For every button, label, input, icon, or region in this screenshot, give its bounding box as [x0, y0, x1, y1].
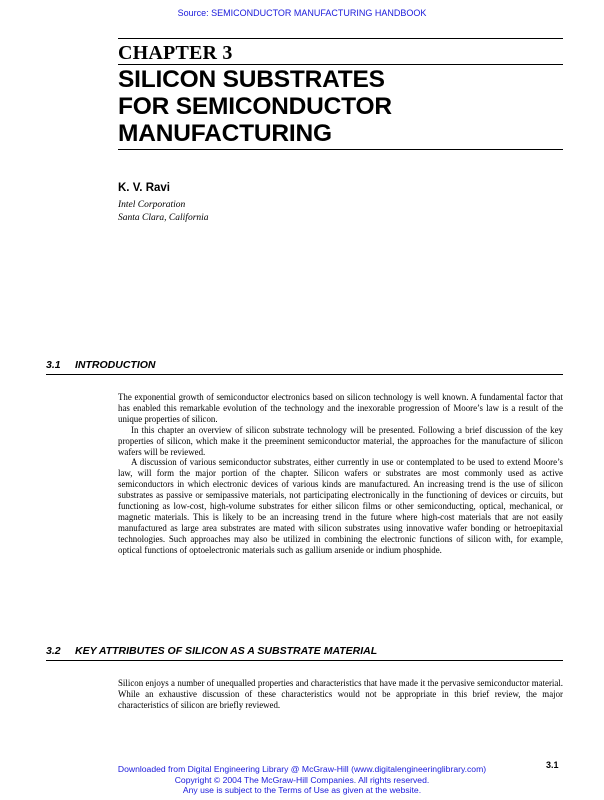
author-affiliation [118, 199, 209, 225]
chapter-mid-rule [118, 64, 563, 65]
chapter-top-rule [118, 38, 563, 39]
footer-download-link[interactable]: Downloaded from Digital Engineering Library @ McGraw-Hill (www.digitalengineeringlibrary.com) [117, 764, 487, 774]
paragraph: A discussion of various semiconductor substrates, either currently in use or contemplated to be used to extend Moore’s law, will form the major portion of the chapter. Silicon wafers or substrates are most commonly used as active semiconductors in which electronic devices of various kinds are manufactured. An increasing trend is the use of silicon substrates as passive or semipassive materials, not participating electronically in the functioning of devices or circuits, but functioning as low-cost, high-volume substrates for either silicon films or other semiconducting, optical, mechanical, or magnetic materials. This is likely to be an increasing trend in the future where high-cost materials that are not easily manufactured as large area substrates are mated with silicon substrates using innovative wafer bonding or hetroepitaxial technologies. Such approaches may also be utilized in combining the electronic functions of silicon with, for example, optical functions of optoelectronic materials such as gallium arsenide or indium phosphide. [118, 457, 563, 555]
chapter-label: CHAPTER 3 [118, 42, 233, 64]
paragraph: In this chapter an overview of silicon substrate technology will be presented. Following a brief discussion of the key properties of silicon, which make it the preeminent semiconductor material, the approaches for the manufacture of silicon wafers will be reviewed. [118, 424, 563, 457]
section-title: INTRODUCTION [75, 359, 156, 371]
section-number: 3.2 [46, 645, 61, 657]
chapter-title-line: MANUFACTURING [118, 120, 332, 147]
source-line: Source: SEMICONDUCTOR MANUFACTURING HANDBOOK [177, 8, 427, 18]
affiliation-line: Intel Corporation [118, 200, 186, 210]
section-rule [46, 374, 563, 375]
section-body-3-2 [118, 678, 563, 711]
section-number: 3.1 [46, 359, 61, 371]
affiliation-line: Santa Clara, California [118, 213, 209, 223]
section-rule [46, 660, 563, 661]
chapter-title [118, 66, 392, 147]
section-heading-3-2 [46, 645, 377, 657]
footer [0, 764, 604, 796]
page-number: 3.1 [546, 760, 559, 770]
footer-copyright: Copyright © 2004 The McGraw-Hill Companies. All rights reserved. [174, 774, 430, 785]
chapter-title-line: SILICON SUBSTRATES [118, 66, 385, 93]
chapter-title-line: FOR SEMICONDUCTOR [118, 93, 392, 120]
section-heading-3-1 [46, 359, 156, 371]
section-title: KEY ATTRIBUTES OF SILICON AS A SUBSTRATE MATERIAL [75, 645, 378, 657]
section-body-3-1 [118, 392, 563, 556]
author-name: K. V. Ravi [118, 182, 170, 194]
paragraph: Silicon enjoys a number of unequalled properties and characteristics that have made it the pervasive semiconductor material. While an exhaustive discussion of these characteristics would not be appropriate in this brief review, the major characteristics of silicon are briefly reviewed. [118, 678, 563, 710]
chapter-bottom-rule [118, 149, 563, 150]
footer-terms-link[interactable]: Any use is subject to the Terms of Use as given at the website. [182, 785, 422, 796]
paragraph: The exponential growth of semiconductor electronics based on silicon technology is well known. A fundamental factor that has enabled this remarkable evolution of the technology and the inexorable progression of Moore’s law is a result of the unique properties of silicon. [118, 392, 563, 424]
